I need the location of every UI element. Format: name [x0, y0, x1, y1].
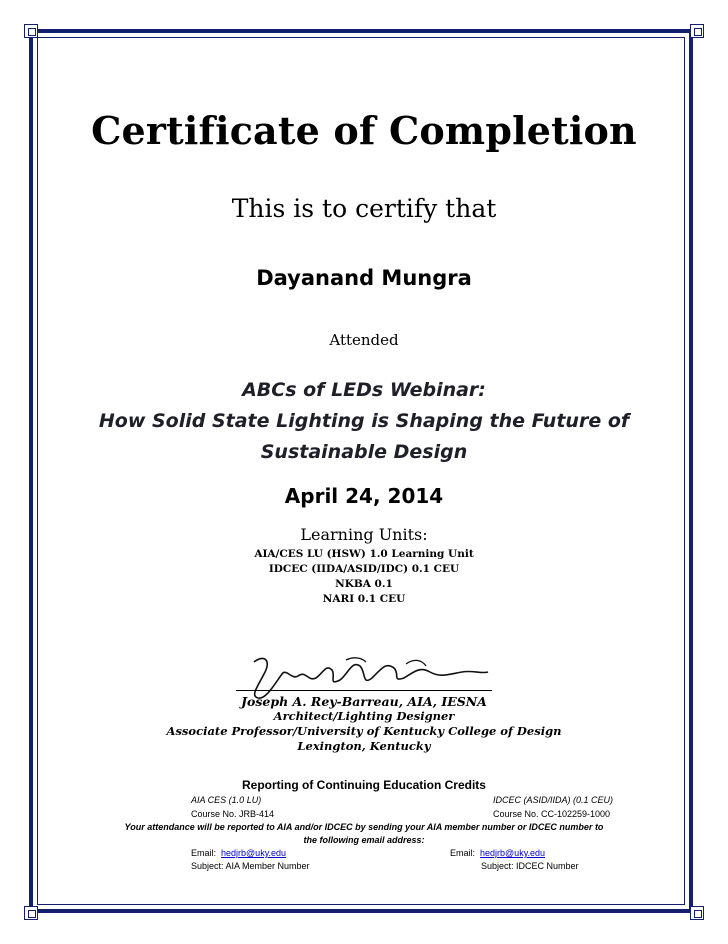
recipient-name: Dayanand Mungra: [256, 266, 472, 290]
idcec-subject: Subject: IDCEC Number: [481, 861, 579, 871]
idcec-credit: IDCEC (ASID/IIDA) (0.1 CEU): [493, 795, 614, 805]
learning-unit-item: NARI 0.1 CEU: [322, 593, 406, 605]
aia-course-no: Course No. JRB-414: [191, 809, 275, 819]
corner-ornament-bottom-left: [24, 906, 38, 920]
course-title-line-2: How Solid State Lighting is Shaping the Future of: [98, 410, 630, 432]
signer-block: [0, 694, 728, 754]
corner-ornament-bottom-right: [690, 906, 704, 920]
course-title-line-1: ABCs of LEDs Webinar:: [242, 379, 486, 401]
signer-title: Architect/Lighting Designer: [273, 709, 455, 723]
learning-unit-item: NKBA 0.1: [335, 578, 393, 590]
aia-email-label: Email:: [191, 848, 217, 858]
idcec-email-label: Email:: [450, 848, 476, 858]
learning-units-heading: Learning Units:: [300, 525, 428, 544]
learning-unit-item: AIA/CES LU (HSW) 1.0 Learning Unit: [254, 548, 474, 560]
idcec-email-link[interactable]: hedjrb@uky.edu: [480, 848, 546, 858]
signer-name: Joseph A. Rey-Barreau, AIA, IESNA: [241, 694, 487, 709]
completion-date: April 24, 2014: [284, 484, 444, 508]
inner-border: [37, 37, 685, 905]
idcec-email-row: [450, 848, 545, 858]
course-title-line-3: Sustainable Design: [260, 441, 468, 463]
corner-ornament-top-left: [24, 24, 38, 38]
signer-position: Associate Professor/University of Kentucky College of Design: [166, 724, 562, 738]
course-title: [0, 375, 728, 468]
signer-location: Lexington, Kentucky: [297, 739, 431, 753]
certify-text: This is to certify that: [231, 194, 497, 223]
certificate-title: Certificate of Completion: [91, 108, 637, 153]
reporting-heading: Reporting of Continuing Education Credits: [242, 778, 486, 792]
notice-line-2: the following email address:: [303, 835, 425, 845]
idcec-course-no: Course No. CC-102259-1000: [493, 809, 611, 819]
learning-units-list: [0, 547, 728, 607]
learning-unit-item: IDCEC (IIDA/ASID/IDC) 0.1 CEU: [268, 563, 460, 575]
aia-email-link[interactable]: hedjrb@uky.edu: [221, 848, 287, 858]
aia-subject: Subject: AIA Member Number: [191, 861, 310, 871]
signature-line: [236, 690, 492, 691]
corner-ornament-top-right: [690, 24, 704, 38]
reporting-notice: [0, 821, 728, 847]
aia-credit: AIA CES (1.0 LU): [191, 795, 262, 805]
notice-line-1: Your attendance will be reported to AIA and/or IDCEC by sending your AIA member number or IDCEC number to: [124, 822, 604, 832]
aia-email-row: [191, 848, 286, 858]
attended-label: Attended: [329, 331, 399, 349]
